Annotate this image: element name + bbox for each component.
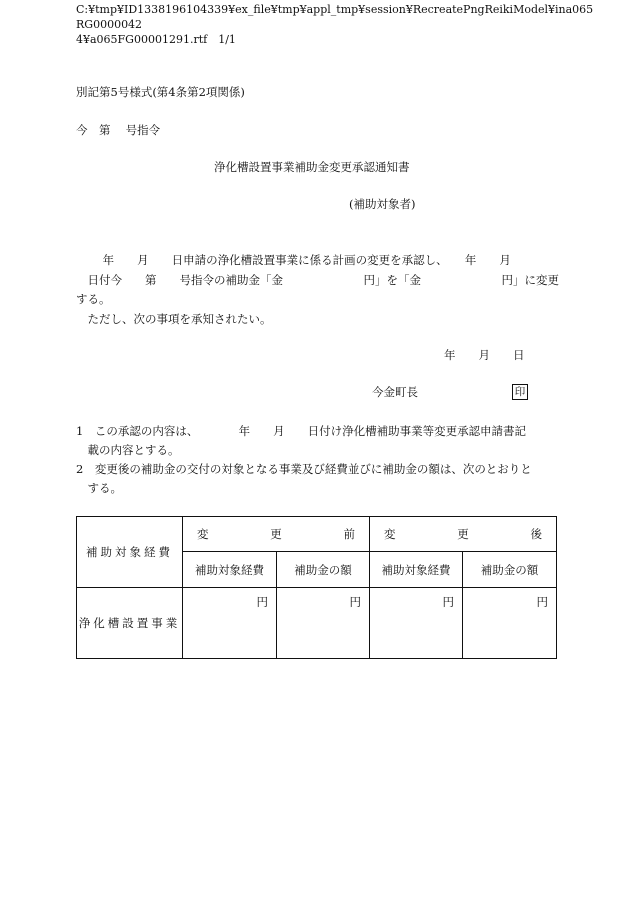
before-char-2: 更 [270, 527, 282, 541]
item-2-line-2: する。 [76, 481, 122, 495]
file-path-header [76, 2, 596, 47]
cell-before-amount: 円 [277, 588, 370, 659]
before-char-3: 前 [343, 527, 355, 541]
cell-before-expense: 円 [183, 588, 277, 659]
col-after-amount: 補助金の額 [463, 552, 557, 588]
col-before-expense: 補助対象経費 [183, 552, 277, 588]
item-1-line-1: 1 この承認の内容は、 年 月 日付け浄化槽補助事業等変更承認申請書記 [76, 424, 527, 438]
before-char-1: 変 [197, 527, 209, 541]
date-line: 年 月 日 [444, 348, 525, 362]
item-2-line-1: 2 変更後の補助金の交付の対象となる事業及び経費並びに補助金の額は、次のとおりと [76, 462, 532, 476]
cell-after-expense: 円 [370, 588, 463, 659]
recipient-label: (補助対象者) [349, 197, 416, 211]
file-path-line-1: C:¥tmp¥ID1338196104339¥ex_file¥tmp¥appl_tmp¥session¥RecreatePngReikiModel¥ina065RG0000042 [76, 3, 594, 31]
col-before-amount: 補助金の額 [277, 552, 370, 588]
item-1-line-2: 載の内容とする。 [76, 443, 180, 457]
paragraph-line-2: 日付今 第 号指令の補助金「金 円」を「金 円」に変更 [76, 273, 559, 287]
paragraph-line-1: 年 月 日申請の浄化槽設置事業に係る計画の変更を承認し、 年 月 [76, 253, 511, 267]
after-char-2: 更 [457, 527, 469, 541]
row-septic-tank-project: 浄化槽設置事業 [77, 588, 183, 659]
header-before-change [183, 517, 370, 552]
paragraph-line-3: する。 [76, 292, 111, 306]
seal-mark: 印 [512, 384, 528, 400]
cell-after-amount: 円 [463, 588, 557, 659]
file-path-line-2: 4¥a065FG00001291.rtf 1/1 [76, 33, 236, 46]
issuer-name: 今金町長 [372, 385, 418, 399]
header-subsidy-expense: 補助対象経費 [77, 517, 183, 588]
header-after-change [370, 517, 557, 552]
subsidy-table [76, 516, 557, 659]
col-after-expense: 補助対象経費 [370, 552, 463, 588]
paragraph-line-4: ただし、次の事項を承知されたい。 [76, 312, 272, 326]
after-char-1: 変 [384, 527, 396, 541]
after-char-3: 後 [530, 527, 542, 541]
directive-number: 今 第 号指令 [76, 123, 161, 137]
form-number: 別記第5号様式(第4条第2項関係) [76, 85, 245, 99]
document-title: 浄化槽設置事業補助金変更承認通知書 [214, 160, 410, 174]
